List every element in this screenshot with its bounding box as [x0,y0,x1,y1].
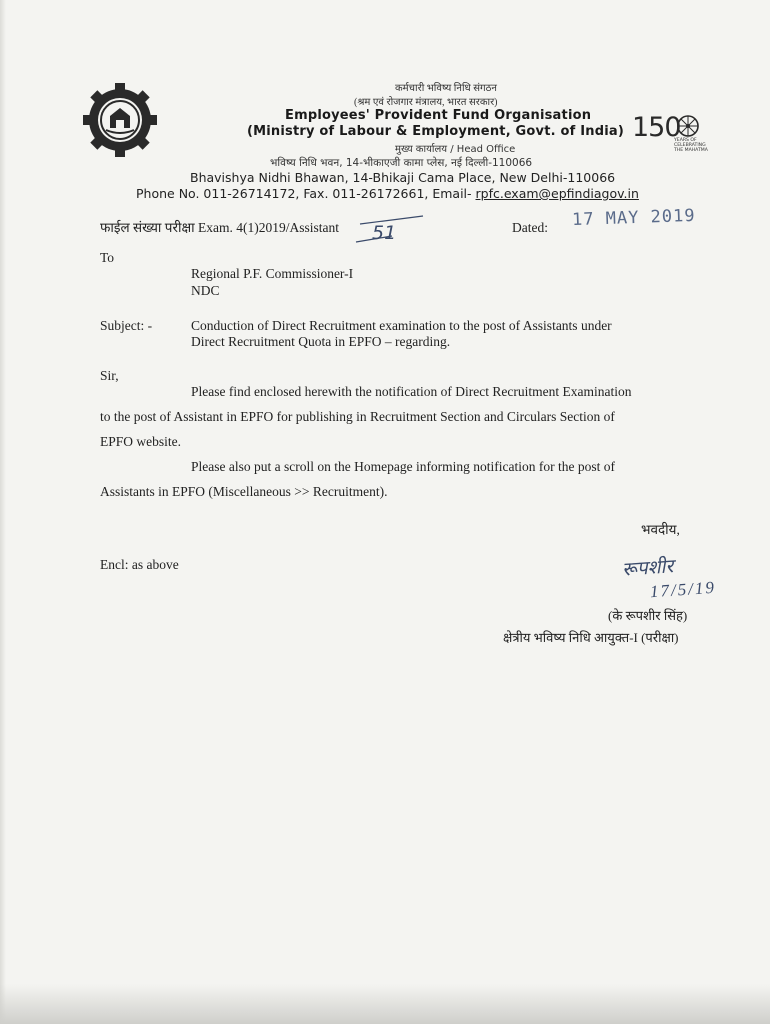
signature: रूपशीर [621,556,674,581]
dated-label: Dated: [512,220,548,235]
para1-line2: to the post of Assistant in EPFO for publishing in Recruitment Section and Circulars Section of [100,409,615,424]
anniversary-badge-caption: YEARS OF CELEBRATING THE MAHATMA [674,138,708,153]
to-label: To [100,250,115,265]
salutation: Sir, [100,368,119,383]
para1-line1: Please find enclosed herewith the notification of Direct Recruitment Examination [191,384,632,399]
para2-line1: Please also put a scroll on the Homepage informing notification for the post of [191,459,616,474]
para2-line2: Assistants in EPFO (Miscellaneous >> Recruitment). [100,484,388,499]
closing-yours: भवदीय, [641,522,680,537]
anniversary-badge-number: 150 [632,112,681,143]
header-office [395,141,515,155]
epfo-logo-icon [82,82,158,158]
signature-date: 17/5/19 [649,577,717,602]
header-ministry: (Ministry of Labour & Employment, Govt. of India) [247,124,624,139]
header-email-link[interactable]: rpfc.exam@epfindiagov.in [475,186,639,201]
date-stamp: 17 MAY 2019 [571,205,696,231]
header-hindi-org: कर्मचारी भविष्य निधि संगठन [395,83,497,94]
file-number: फाईल संख्या परीक्षा Exam. 4(1)2019/Assistant [100,220,340,235]
header-office-english: / Head Office [450,144,516,155]
subject-label: Subject: - [100,318,153,333]
addressee-line2: NDC [191,283,220,298]
para1-line3: EPFO website. [100,434,181,449]
header-org-name: Employees' Provident Fund Organisation [285,108,592,123]
header-office-hindi: मुख्य कार्यालय [395,144,448,155]
signatory-designation: क्षेत्रीय भविष्य निधि आयुक्त-I (परीक्षा) [503,630,679,645]
handwritten-number: 51 [372,222,397,244]
scan-edge-bottom [0,984,770,1024]
subject-line1: Conduction of Direct Recruitment examination to the post of Assistants under [191,318,612,333]
subject-line2: Direct Recruitment Quota in EPFO – regarding. [191,334,451,349]
enclosure: Encl: as above [100,557,179,572]
header-contact [136,186,639,201]
wheel-icon [676,114,700,138]
addressee-line1: Regional P.F. Commissioner-I [191,266,354,281]
header-hindi-ministry: (श्रम एवं रोजगार मंत्रालय, भारत सरकार) [354,97,498,108]
signatory-name: (के रूपशीर सिंह) [608,608,688,623]
scan-edge-left [0,0,6,1024]
header-address-english: Bhavishya Nidhi Bhawan, 14-Bhikaji Cama Place, New Delhi-110066 [190,170,616,185]
header-phone: Phone No. 011-26714172, Fax. 011-26172661, Email- [136,186,476,201]
header-address-hindi: भविष्य निधि भवन, 14-भीकाएजी कामा प्लेस, नई दिल्ली-110066 [270,157,533,169]
